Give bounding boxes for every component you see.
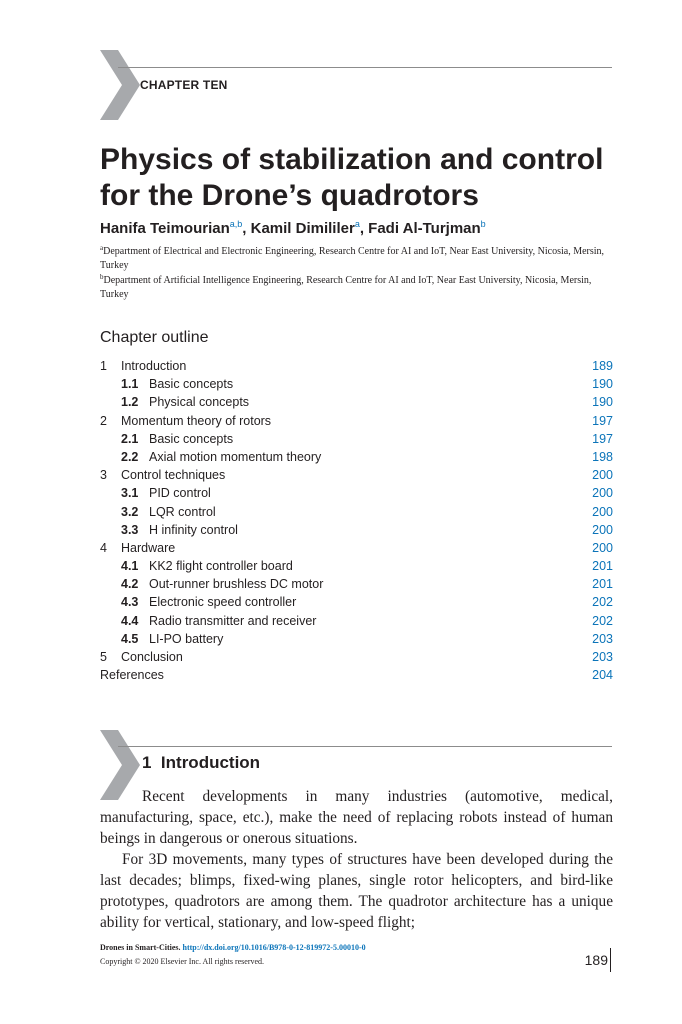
outline-item[interactable] bbox=[100, 484, 613, 502]
doi-link[interactable]: http://dx.doi.org/10.1016/B978-0-12-819972-5.00010-0 bbox=[182, 943, 366, 952]
outline-item-page[interactable]: 197 bbox=[592, 413, 613, 428]
outline-item-label: Basic concepts bbox=[149, 431, 234, 446]
author-name[interactable]: Hanifa Teimourian bbox=[100, 220, 230, 237]
outline-item-label: LQR control bbox=[149, 504, 216, 519]
outline-item[interactable] bbox=[100, 521, 613, 539]
outline-item-page[interactable]: 204 bbox=[592, 668, 613, 683]
outline-item-label: LI-PO battery bbox=[149, 631, 224, 646]
outline-item-page[interactable]: 190 bbox=[592, 395, 613, 410]
outline-item-number: 4.2 bbox=[121, 577, 139, 592]
outline-heading: Chapter outline bbox=[100, 329, 209, 346]
outline-item[interactable] bbox=[100, 375, 613, 393]
outline-item-page[interactable]: 201 bbox=[592, 559, 613, 574]
page-number: 189 bbox=[584, 952, 608, 968]
section-heading bbox=[142, 753, 260, 773]
affiliation-text: Department of Electrical and Electronic Engineering, Research Centre for AI and IoT, Near East University, Nicosia, Mersin, Turkey bbox=[100, 246, 605, 271]
chapter-chevron-icon bbox=[100, 50, 140, 120]
affiliation-sup: b bbox=[100, 273, 104, 281]
outline-item-number: 3 bbox=[100, 468, 107, 483]
outline-item-page[interactable]: 198 bbox=[592, 449, 613, 464]
outline-item-number: 4.5 bbox=[121, 631, 139, 646]
author-name[interactable]: Kamil Dimililer bbox=[250, 220, 355, 237]
author-separator: , bbox=[242, 220, 251, 237]
outline-item-page[interactable]: 202 bbox=[592, 595, 613, 610]
outline-item-page[interactable]: 201 bbox=[592, 577, 613, 592]
section-title: Introduction bbox=[160, 753, 261, 772]
outline-item-number: 4.4 bbox=[121, 613, 139, 628]
outline-item[interactable] bbox=[100, 503, 613, 521]
section-number: 1 bbox=[142, 753, 152, 772]
outline-item[interactable] bbox=[100, 430, 613, 448]
outline-item-number: 1.1 bbox=[121, 377, 139, 392]
body-paragraph: For 3D movements, many types of structures have been developed during the last decades; blimps, fixed-wing planes, single rotor helicopters, and bird-like prototypes, quadrotors are among them. The quadrotor architecture has a unique ability for vertical, stationary, and low-speed flight; bbox=[100, 851, 613, 931]
outline-item-number: 2.1 bbox=[121, 431, 139, 446]
affiliation bbox=[100, 241, 620, 273]
outline-item[interactable] bbox=[100, 630, 613, 648]
outline-item-page[interactable]: 200 bbox=[592, 540, 613, 555]
journal-name: Drones in Smart-Cities. bbox=[100, 943, 181, 952]
outline-item-number: 4.1 bbox=[121, 559, 139, 574]
author-list bbox=[100, 219, 486, 237]
outline-item-page[interactable]: 200 bbox=[592, 522, 613, 537]
author-separator: , bbox=[359, 220, 369, 237]
outline-item-number: 1.2 bbox=[121, 395, 139, 410]
author-affil-sup[interactable]: b bbox=[480, 219, 486, 229]
outline-item-label: References bbox=[100, 668, 164, 683]
outline-item-label: H infinity control bbox=[149, 522, 238, 537]
outline-item-number: 5 bbox=[100, 650, 107, 664]
outline-item-number: 2 bbox=[100, 413, 107, 428]
outline-item[interactable] bbox=[100, 575, 613, 593]
outline-item-label: Conclusion bbox=[121, 650, 183, 664]
page-number-bar bbox=[610, 948, 611, 972]
outline-item-page[interactable]: 200 bbox=[592, 504, 613, 519]
outline-item-page[interactable]: 202 bbox=[592, 613, 613, 628]
outline-item-label: Axial motion momentum theory bbox=[149, 449, 322, 464]
outline-item[interactable] bbox=[100, 448, 613, 466]
affiliation bbox=[100, 270, 620, 302]
outline-item[interactable] bbox=[100, 357, 613, 375]
outline-item-page[interactable]: 200 bbox=[592, 468, 613, 483]
outline-item-page[interactable]: 190 bbox=[592, 377, 613, 392]
author-affil-sup[interactable]: a bbox=[354, 219, 360, 229]
outline-item-page[interactable]: 203 bbox=[592, 650, 613, 664]
chapter-outline bbox=[100, 357, 613, 684]
chapter-label: CHAPTER TEN bbox=[140, 78, 228, 92]
outline-item[interactable] bbox=[100, 393, 613, 411]
outline-item[interactable] bbox=[100, 557, 613, 575]
outline-item-label: Out-runner brushless DC motor bbox=[149, 577, 324, 592]
body-paragraph: Recent developments in many industries (automotive, medical, manufacturing, space, etc.), make the need of replacing robots instead of human beings in dangerous or onerous situations. bbox=[100, 788, 613, 847]
outline-item-page[interactable]: 189 bbox=[592, 359, 613, 373]
outline-item[interactable] bbox=[100, 539, 613, 557]
section-rule bbox=[118, 746, 612, 747]
outline-item-label: Control techniques bbox=[121, 468, 226, 483]
author-name[interactable]: Fadi Al-Turjman bbox=[368, 220, 481, 237]
outline-item-label: Introduction bbox=[121, 359, 187, 373]
footer-journal bbox=[100, 943, 366, 952]
outline-item-page[interactable]: 203 bbox=[592, 631, 613, 646]
outline-item-number: 1 bbox=[100, 359, 107, 373]
chapter-rule bbox=[118, 67, 612, 68]
affiliation-text: Department of Artificial Intelligence Engineering, Research Centre for AI and IoT, Near East University, Nicosia, Mersin, Turkey bbox=[100, 275, 592, 300]
outline-item-label: Hardware bbox=[121, 540, 176, 555]
outline-item[interactable] bbox=[100, 612, 613, 630]
outline-item-page[interactable]: 197 bbox=[592, 431, 613, 446]
outline-item-label: Physical concepts bbox=[149, 395, 250, 410]
affiliation-sup: a bbox=[100, 244, 104, 252]
outline-item[interactable] bbox=[100, 593, 613, 611]
outline-item-number: 4.3 bbox=[121, 595, 139, 610]
outline-item-number: 3.3 bbox=[121, 522, 139, 537]
outline-item[interactable] bbox=[100, 648, 613, 666]
outline-item-label: Basic concepts bbox=[149, 377, 234, 392]
outline-item[interactable] bbox=[100, 412, 613, 430]
outline-item-label: KK2 flight controller board bbox=[149, 559, 293, 574]
outline-item-label: PID control bbox=[149, 486, 211, 501]
outline-item-number: 3.2 bbox=[121, 504, 139, 519]
page-title: Physics of stabilization and control for the Drone’s quadrotors bbox=[100, 143, 604, 212]
outline-item-label: Radio transmitter and receiver bbox=[149, 613, 317, 628]
outline-item-number: 4 bbox=[100, 540, 107, 555]
outline-item-page[interactable]: 200 bbox=[592, 486, 613, 501]
footer-copyright: Copyright © 2020 Elsevier Inc. All rights reserved. bbox=[100, 957, 265, 966]
outline-item-label: Electronic speed controller bbox=[149, 595, 297, 610]
author-affil-sup[interactable]: a,b bbox=[229, 219, 243, 229]
outline-item[interactable] bbox=[100, 666, 613, 684]
outline-item-label: Momentum theory of rotors bbox=[121, 413, 272, 428]
outline-item-number: 3.1 bbox=[121, 486, 139, 501]
outline-item-number: 2.2 bbox=[121, 449, 139, 464]
outline-item[interactable] bbox=[100, 466, 613, 484]
